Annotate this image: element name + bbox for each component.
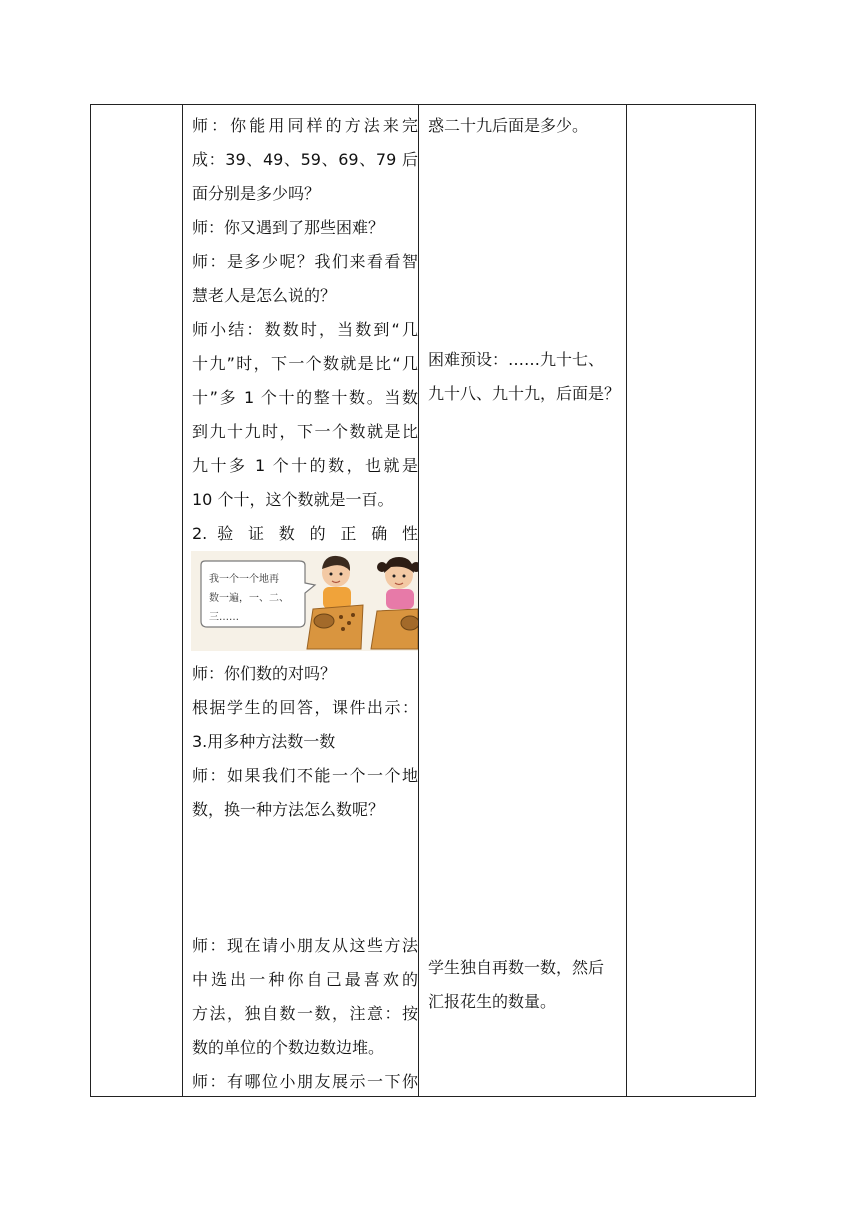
teacher-text-line: 到九十九时，下一个数就是比 <box>192 422 418 441</box>
teacher-text-line: 师：现在请小朋友从这些方法 <box>192 936 418 955</box>
girl-figure <box>377 557 418 609</box>
teacher-text-line: 九十多 1 个十的数，也就是 <box>192 456 418 475</box>
teacher-text-line: 十”多 1 个十的整十数。当数 <box>192 388 418 407</box>
column-divider <box>182 105 183 1096</box>
counting-board <box>307 605 363 649</box>
teacher-text-line: 师：你们数的对吗？ <box>192 664 337 683</box>
speech-text-line: 我一个一个地再 <box>209 574 279 585</box>
speech-text-line: 三…… <box>209 612 239 623</box>
teacher-text-line: 师：是多少呢？我们来看看智 <box>192 252 418 271</box>
teacher-text-line: 数的单位的个数边数边堆。 <box>192 1038 385 1057</box>
difficulty-text-line: 困难预设：……九十七、 <box>428 350 605 369</box>
teacher-text-line: 中选出一种你自己最喜欢的 <box>192 970 418 989</box>
teacher-text-line: 成：39、49、59、69、79 后 <box>192 150 418 169</box>
column-divider <box>418 105 419 1096</box>
student-text-line: 惑二十九后面是多少。 <box>428 116 589 135</box>
student-text-line: 汇报花生的数量。 <box>428 992 557 1011</box>
illustration-drawing <box>191 551 418 651</box>
speech-text-line: 数一遍，一、二、 <box>209 593 289 604</box>
children-counting-illustration <box>191 551 418 651</box>
teacher-text-line: 10 个十，这个数就是一百。 <box>192 490 394 509</box>
teacher-text-line: 师小结：数数时，当数到“几 <box>192 320 418 339</box>
teacher-text-line: 方法，独自数一数，注意：按 <box>192 1004 418 1023</box>
teacher-text-line: 师：如果我们不能一个一个地 <box>192 766 418 785</box>
teacher-text-line: 面分别是多少吗？ <box>192 184 321 203</box>
teacher-text-line: 数，换一种方法怎么数呢？ <box>192 800 385 819</box>
teacher-text-line: 师：你又遇到了那些困难？ <box>192 218 385 237</box>
teacher-text-line: 师：你能用同样的方法来完 <box>192 116 418 135</box>
boy-figure <box>322 556 351 609</box>
teacher-text-line: 根据学生的回答，课件出示： <box>192 698 418 717</box>
teacher-text-line: 十九”时，下一个数就是比“几 <box>192 354 418 373</box>
teacher-text-line: 慧老人是怎么说的？ <box>192 286 337 305</box>
peanut-basket <box>401 616 418 630</box>
teacher-text-line: 师：有哪位小朋友展示一下你 <box>192 1072 418 1091</box>
difficulty-text-line: 九十八、九十九，后面是？ <box>428 384 621 403</box>
section-heading: 3.用多种方法数一数 <box>192 732 336 751</box>
peanut-basket <box>314 614 334 628</box>
column-divider <box>626 105 627 1096</box>
lesson-table <box>90 104 756 1097</box>
section-heading: 2. 验 证 数 的 正 确 性 <box>192 524 418 543</box>
student-text-line: 学生独自再数一数，然后 <box>428 958 605 977</box>
